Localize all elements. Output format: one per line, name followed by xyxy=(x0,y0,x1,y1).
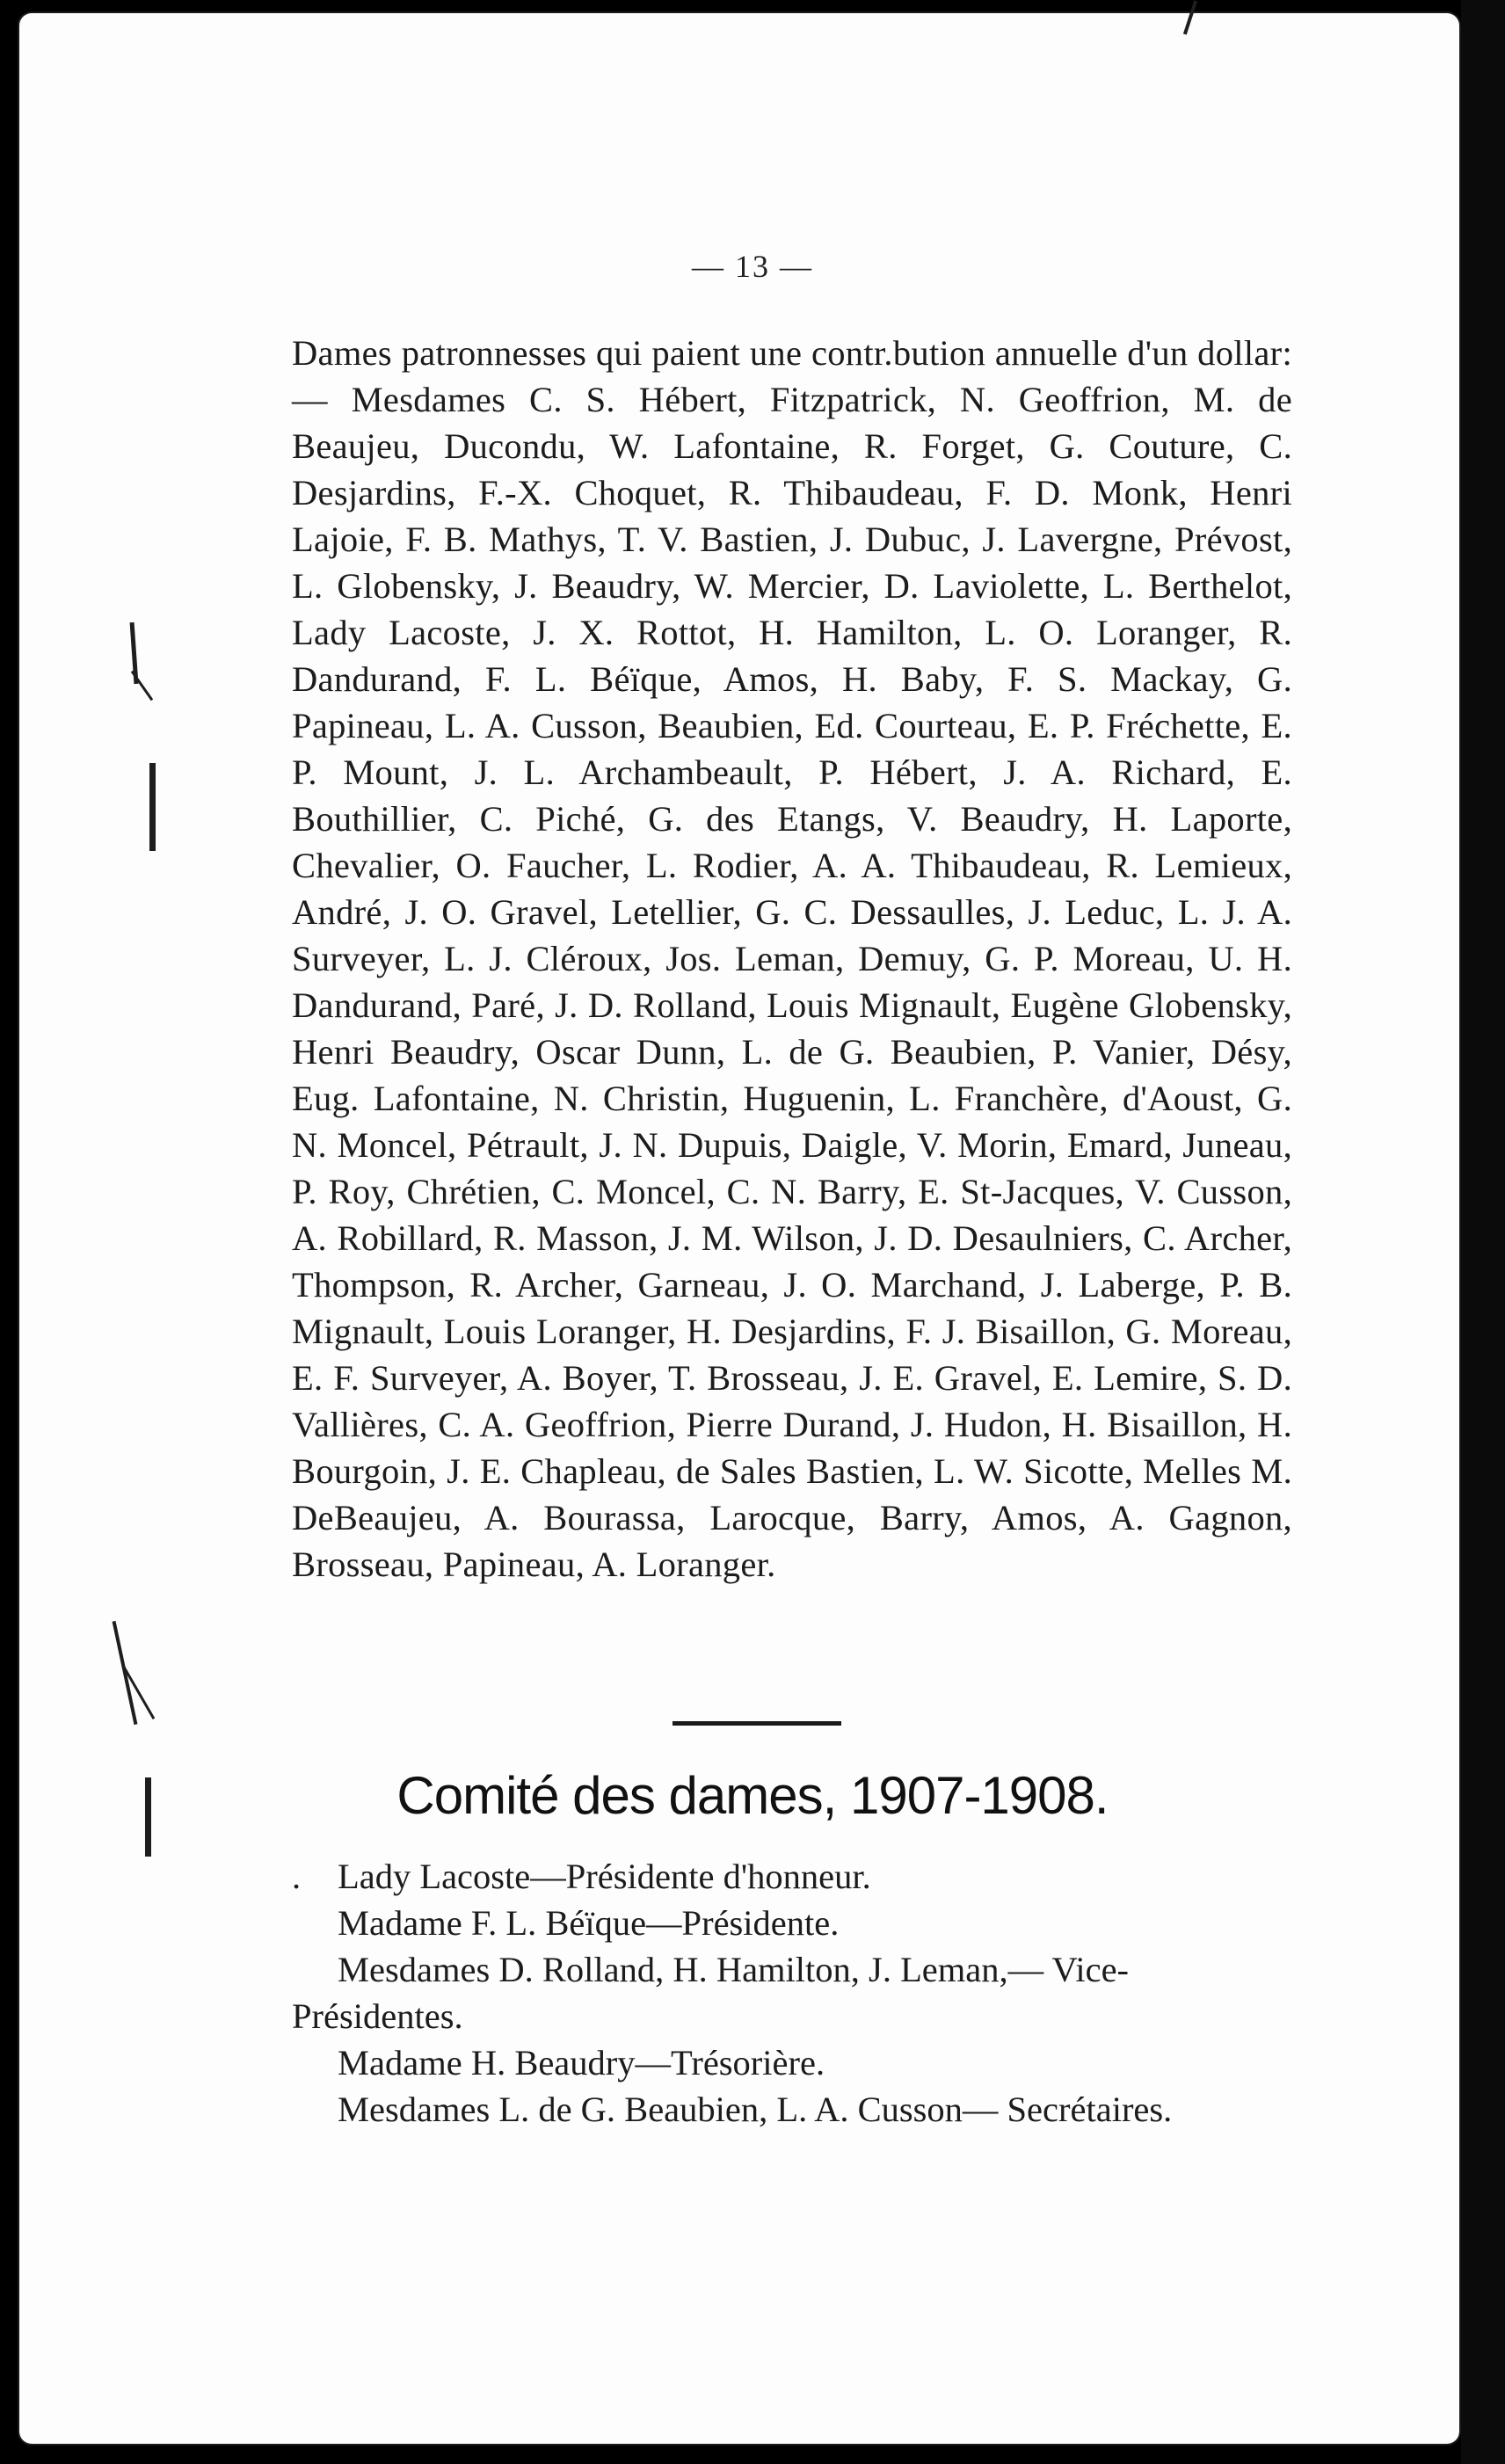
section-divider xyxy=(673,1721,841,1726)
scan-artifact xyxy=(149,763,156,851)
committee-list xyxy=(292,1853,1281,2133)
page-number: — 13 — xyxy=(692,249,813,284)
committee-line-vice-presidents: Mesdames D. Rolland, H. Hamilton, J. Leman,— Vice-Présidentes. xyxy=(292,1950,1130,2036)
scan-edge xyxy=(1461,0,1505,2464)
committee-line-treasurer: Madame H. Beaudry—Trésorière. xyxy=(338,2043,825,2082)
committee-line-honorary-president xyxy=(292,1853,1281,1900)
committee-line-president: Madame F. L. Béïque—Présidente. xyxy=(338,1903,840,1943)
committee-line-text: Lady Lacoste—Présidente d'honneur. xyxy=(338,1857,871,1896)
committee-title: Comité des dames, 1907-1908. xyxy=(396,1766,1109,1825)
lead-mark: . xyxy=(292,1857,302,1896)
committee-line-secretaries: Mesdames L. de G. Beaubien, L. A. Cusson— Secrétaires. xyxy=(338,2090,1173,2129)
patronesses-paragraph: Dames patronnesses qui paient une contr.bution annuelle d'un dollar: — Mesdames C. S. Hébert, Fitzpatrick, N. Geoffrion, M. de Beaujeu, Ducondu, W. Lafontaine, R. Forget, G. Couture, C. Desjardins, F.-X. Choquet, R. Thibaudeau, F. D. Monk, Henri Lajoie, F. B. Mathys, T. V. Bastien, J. Dubuc, J. Lavergne, Prévost, L. Globensky, J. Beaudry, W. Mercier, D. Laviolette, L. Berthelot, Lady Lacoste, J. X. Rottot, H. Hamilton, L. O. Loranger, R. Dandurand, F. L. Béïque, Amos, H. Baby, F. S. Mackay, G. Papineau, L. A. Cusson, Beaubien, Ed. Courteau, E. P. Fréchette, E. P. Mount, J. L. Archambeault, P. Hébert, J. A. Richard, E. Bouthillier, C. Piché, G. des Etangs, V. Beaudry, H. Laporte, Chevalier, O. Faucher, L. Rodier, A. A. Thibaudeau, R. Lemieux, André, J. O. Gravel, Letellier, G. C. Dessaulles, J. Leduc, L. J. A. Surveyer, L. J. Cléroux, Jos. Leman, Demuy, G. P. Moreau, U. H. Dandurand, Paré, J. D. Rolland, Louis Mignault, Eugène Globensky, Henri Beaudry, Oscar Dunn, L. de G. Beaubien, P. Vanier, Désy, Eug. Lafontaine, N. Christin, Huguenin, L. Franchère, d'Aoust, G. N. Moncel, Pétrault, J. N. Dupuis, Daigle, V. Morin, Emard, Juneau, P. Roy, Chrétien, C. Moncel, C. N. Barry, E. St-Jacques, V. Cusson, A. Robillard, R. Masson, J. M. Wilson, J. D. Desaulniers, C. Archer, Thompson, R. Archer, Garneau, J. O. Marchand, J. Laberge, P. B. Mignault, Louis Loranger, H. Desjardins, F. J. Bisaillon, G. Moreau, E. F. Surveyer, A. Boyer, T. Brosseau, J. E. Gravel, E. Lemire, S. D. Vallières, C. A. Geoffrion, Pierre Durand, J. Hudon, H. Bisaillon, H. Bourgoin, J. E. Chapleau, de Sales Bastien, L. W. Sicotte, Melles M. DeBeaujeu, A. Bourassa, Larocque, Barry, Amos, A. Gagnon, Brosseau, Papineau, A. Loranger. xyxy=(292,333,1292,1584)
